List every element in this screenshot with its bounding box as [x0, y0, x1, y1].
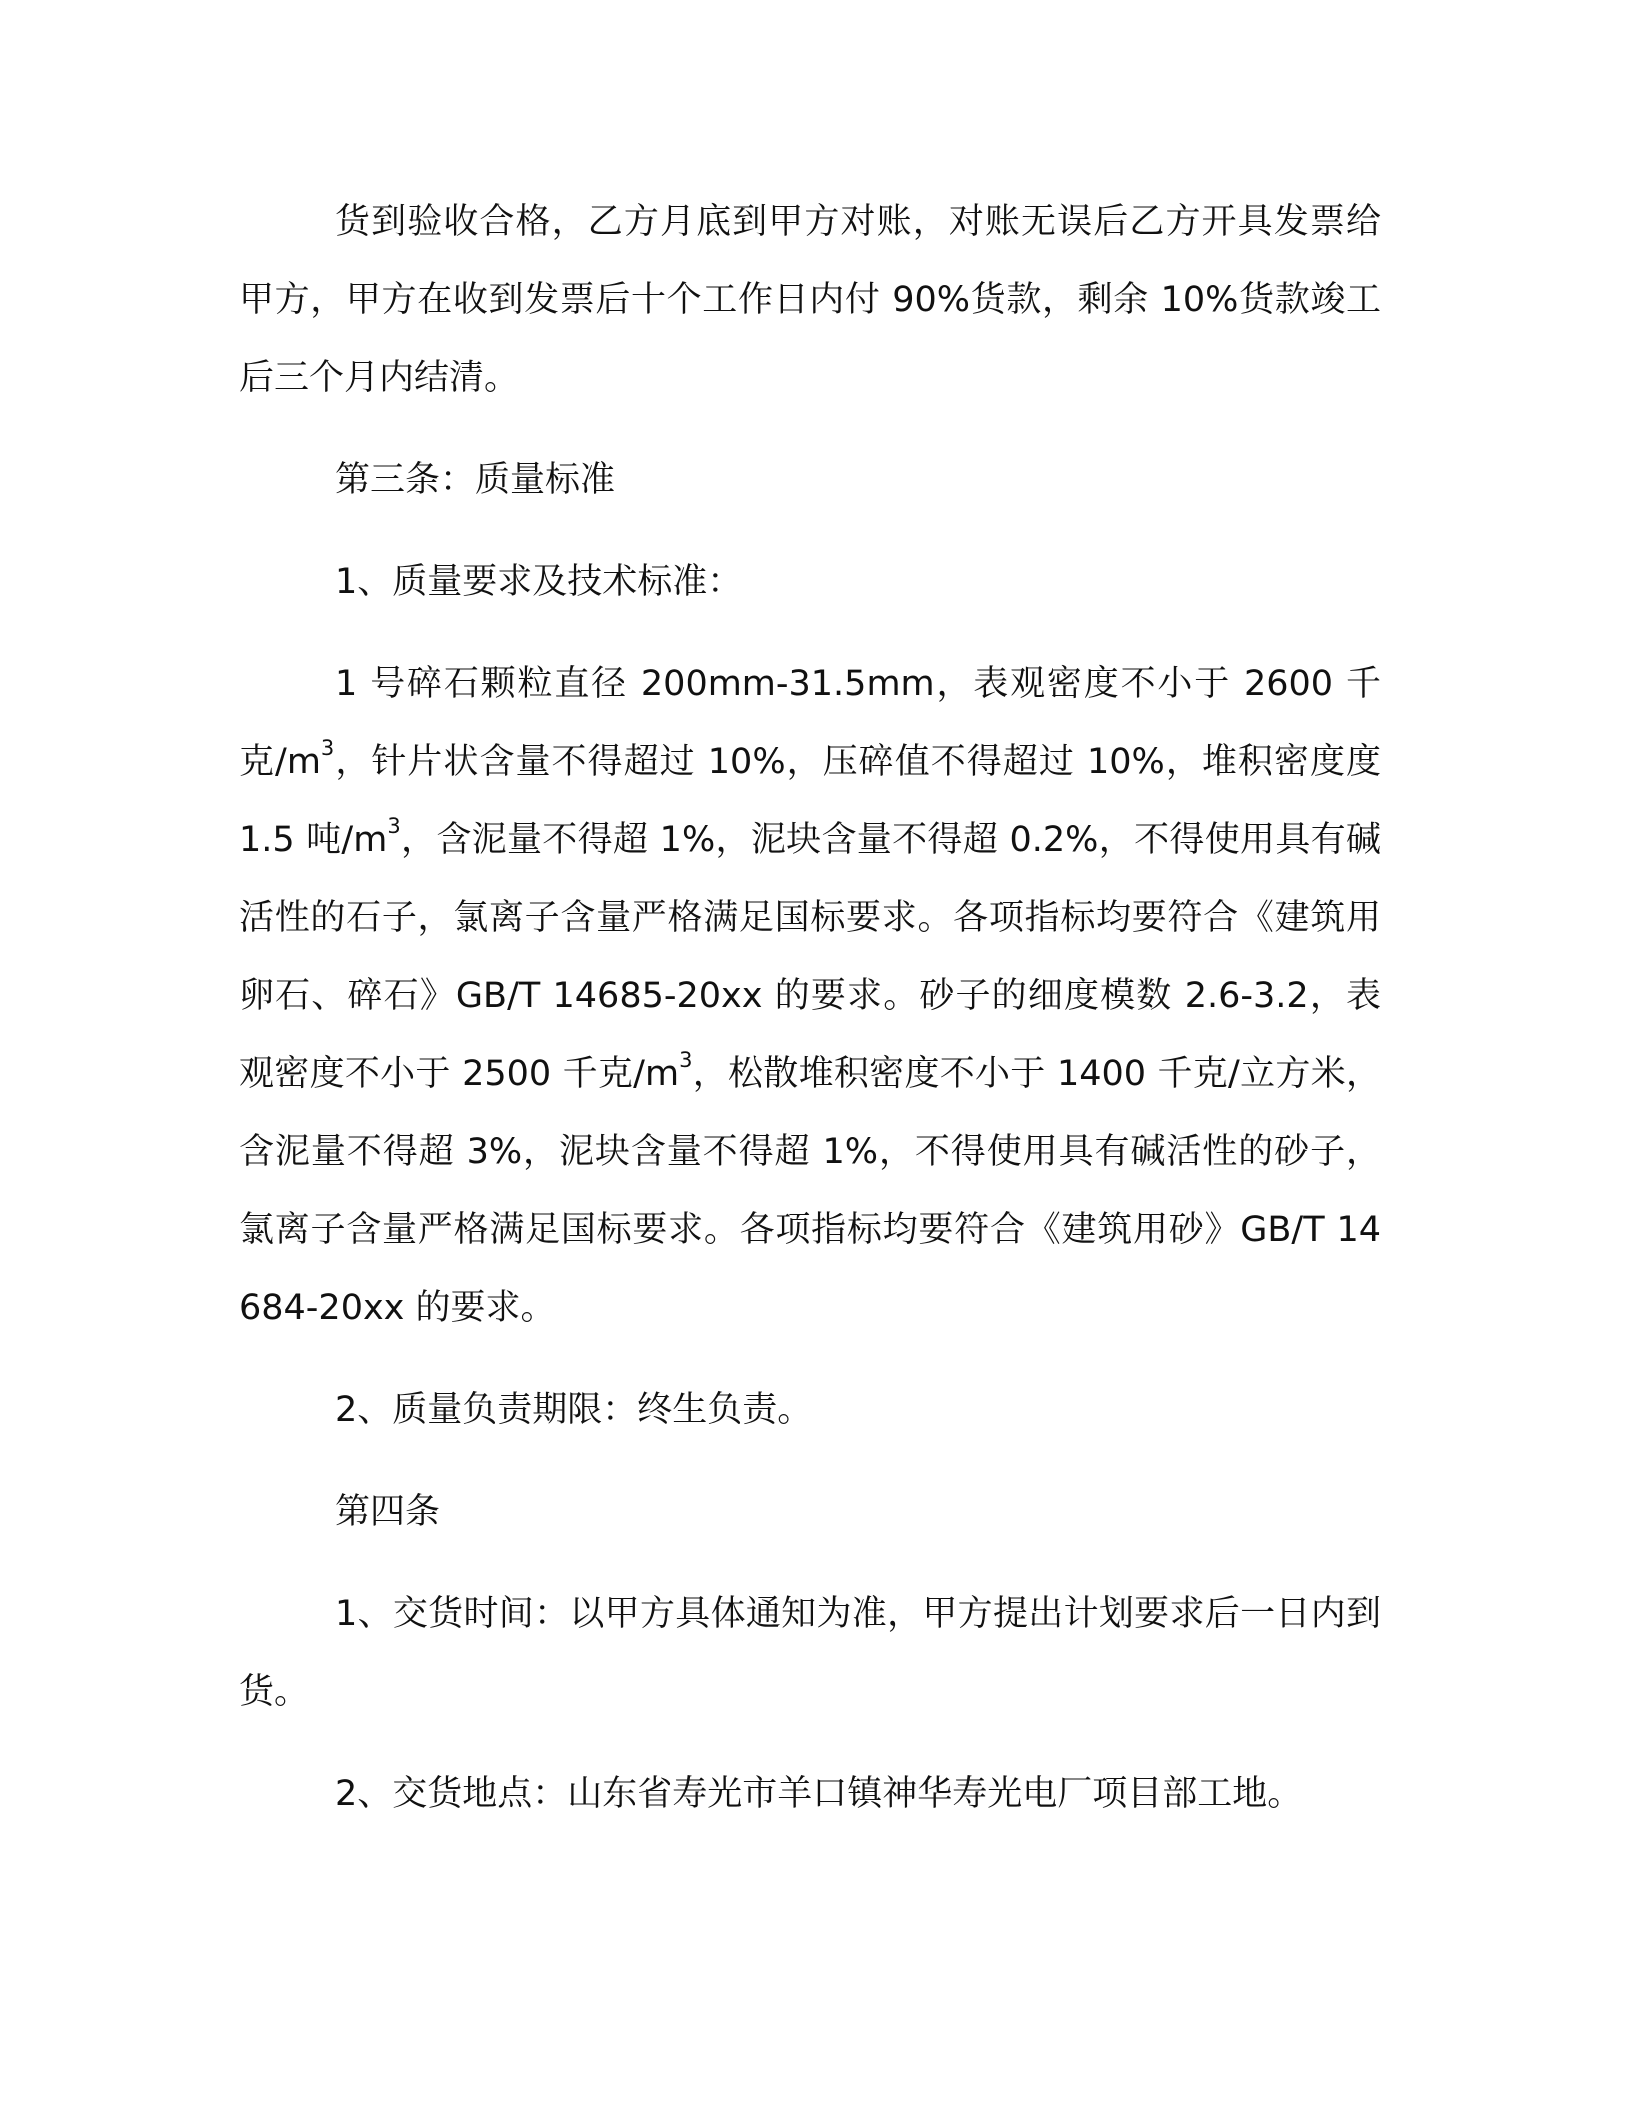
delivery-time-paragraph: 1、交货时间：以甲方具体通知为准，甲方提出计划要求后一日内到货。 — [239, 1594, 1381, 1712]
standards-text-1: 1 号碎石颗粒直径 200mm-31.5mm，表观密度不小于 2600 千克/m — [239, 664, 1381, 782]
standards-text-3: ，含泥量不得超 1%，泥块含量不得超 0.2%，不得使用具有碱活性的石子，氯离子含量严格满足国标要求。各项指标均要符合《建筑用卵石、碎石》GB/T 14685-20xx 的要求。砂子的细度模数 2.6-3.2，表观密度不小于 2500 千克/m — [239, 820, 1381, 1094]
superscript-3: 3 — [320, 736, 335, 761]
standards-text-2: ，针片状含量不得超过 10%，压碎值不得超过 10%，堆积密度度 1.5 吨/m — [239, 742, 1381, 860]
payment-terms-paragraph: 货到验收合格，乙方月底到甲方对账，对账无误后乙方开具发票给甲方，甲方在收到发票后十个工作日内付 90%货款，剩余 10%货款竣工后三个月内结清。 — [239, 202, 1381, 398]
article-three-heading: 第三条：质量标准 — [335, 460, 616, 500]
quality-standards-paragraph — [239, 645, 1381, 1347]
document-body — [239, 183, 1381, 1833]
superscript-3: 3 — [387, 814, 401, 839]
standards-text-4: ，松散堆积密度不小于 1400 千克/立方米，含泥量不得超 3%，泥块含量不得超 1%，不得使用具有碱活性的砂子，氯离子含量严格满足国标要求。各项指标均要符合《建筑用砂》GB/T 14684-20xx 的要求。 — [239, 1054, 1381, 1328]
quality-requirements-heading: 1、质量要求及技术标准： — [335, 562, 743, 602]
article-four-heading: 第四条 — [335, 1492, 441, 1532]
delivery-location-paragraph: 2、交货地点：山东省寿光市羊口镇神华寿光电厂项目部工地。 — [335, 1774, 1303, 1814]
superscript-3: 3 — [679, 1048, 693, 1073]
quality-period-paragraph: 2、质量负责期限：终生负责。 — [335, 1390, 813, 1430]
